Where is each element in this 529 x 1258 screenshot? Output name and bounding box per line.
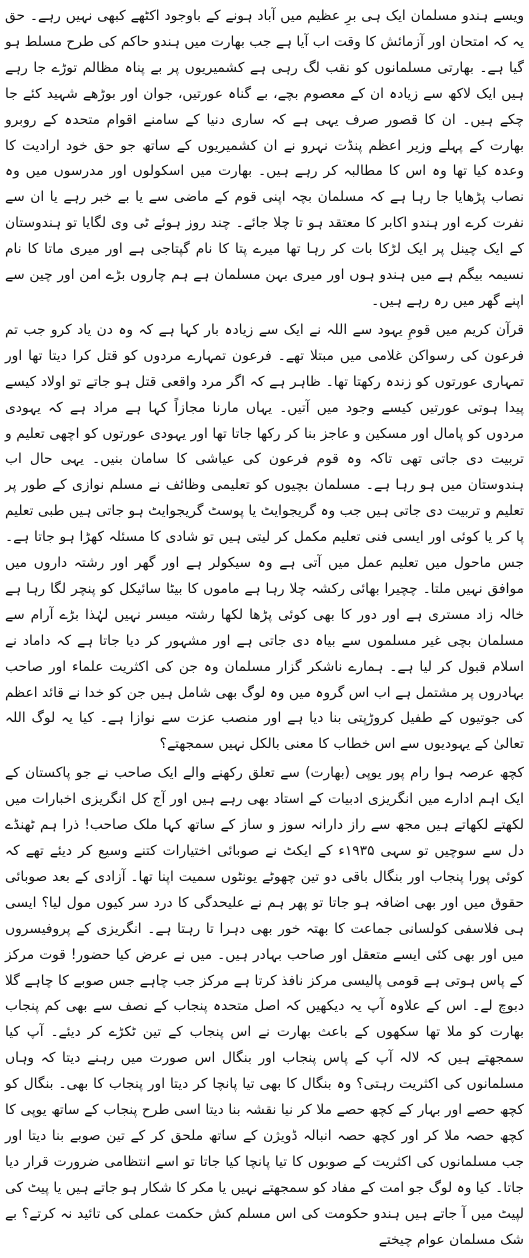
article-paragraph-3: کچھ عرصہ ہوا رام پور یوپی (بھارت) سے تعلق رکھنے والے ایک صاحب نے جو پاکستان کے ایک اہم ادارے میں انگریزی ادبیات کے استاد بھی رہے ہیں اور آج کل انگریزی اخبارات میں لکھتے لکھاتے ہیں مجھ سے راز دارانہ سوز و ساز کے ساتھ کہا ملک صاحب! ذرا ہم ٹھنڈے دل سے سوچیں تو سہی ۱۹۳۵ء کے ایکٹ نے صوبائی اختیارات کتنے وسیع کر دیئے تھے کہ کوئی پورا پنجاب اور بنگال باقی دو تین چھوٹے یونٹوں سمیت اپنا تھا۔ آزادی کے بعد صوبائی حقوق میں اور بھی اضافہ ہو جاتا تو پھر ہم نے علیحدگی کا درد سر کیوں مول لیا؟ ایسی ہی فلاسفی کولسانی جماعت کا بھتہ خور بھی دہرا تا رہتا ہے۔ انگریزی کے پروفیسروں میں اور بھی کئی ایسے متعقل اور صاحب بہادر ہیں۔ میں نے عرض کیا حضور! قوت مرکز کے پاس ہوتی ہے قومی پالیسی مرکز نافذ کرتا ہے مرکز جب چاہے جس صوبے کا چاہے گلا دبوچ لے۔ اس کے علاوہ آپ یہ دیکھیں کہ اصل متحدہ پنجاب کے نصف سے بھی کم پنجاب بھارت کو ملا تھا سکھوں کے باعث بھارت نے اس پنجاب کے تین ٹکڑے کر دیئے۔ آپ کیا سمجھتے ہیں کہ لالہ آپ کے پاس پنجاب اور بنگال اس صورت میں رہنے دیتا کہ وہاں مسلمانوں کی اکثریت رہتی؟ وہ بنگال کا بھی تیا پانچا کر دیتا اور پنجاب کا بھی۔ بنگال کو کچھ حصے اور بہار کے کچھ حصے ملا کر نیا نقشہ بنا دیتا اسی طرح پنجاب کے ساتھ یوپی کا کچھ حصہ ملا کر اور کچھ حصہ انبالہ ڈویژن کے ساتھ ملحق کر کے تین صوبے بنا دیتا اور جب مسلمانوں کی اکثریت کے صوبوں کا تیا پانچا کیا جاتا تو اسے انتظامی ضرورت قرار دیا جاتا۔ کیا وہ لوگ جو امت کے مفاد کو سمجھتے نہیں یا مکر کا شکار ہو جاتے ہیں یا پیٹ کی لپیٹ میں آ جاتے ہیں ہندو حکومت کی اس مسلم کش حکمت عملی کی تائید نہ کرتے؟ بے شک مسلمان عوام چیختے <box>5 765 524 1248</box>
article-paragraph-2: قرآن کریم میں قومِ یہود سے اللہ نے ایک سے زیادہ بار کہا ہے کہ وہ دن یاد کرو جب تم فرعون کی رسواکن غلامی میں مبتلا تھے۔ فرعون تمہارے مردوں کو قتل کرا دیتا تھا اور تمہاری عورتوں کو زندہ رکھتا تھا۔ ظاہر ہے کہ اگر مرد واقعی قتل ہو جاتے تو اولاد کیسے پیدا ہوتی عورتیں کیسے وجود میں آتیں۔ یہاں مارنا مجازاً کہا ہے مراد ہے کہ یہودی مردوں کو پامال اور مسکین و عاجز بنا کر رکھا جاتا تھا اور یہودی عورتوں کو اچھی تعلیم و تربیت دی جاتی تھی تاکہ وہ قوم فرعون کی عیاشی کا سامان بنیں۔ یہی حال اب ہندوستان میں ہو رہا ہے۔ مسلمان بچیوں کو تعلیمی وظائف نے مسلم نوازی کے طور پر تعلیم و تربیت دی جاتی ہیں جب وہ گریجوایٹ یا پوسٹ گریجوایٹ ہو جاتی ہیں طبی تعلیم پا کر یا کوئی اور ایسی فنی تعلیم مکمل کر لیتی ہیں تو شادی کا مسئلہ کھڑا ہو جاتا ہے۔ جس ماحول میں تعلیم عمل میں آتی ہے وہ سیکولر ہے اور گھر اور رشتہ داروں میں موافق نہیں ملتا۔ چچیرا بھائی رکشہ چلا رہا ہے ماموں کا بیٹا سائیکل کو پنچر لگا رہا ہے خالہ زاد مستری ہے اور دور کا بھی کوئی پڑھا لکھا رشتہ میسر نہیں لہٰذا بڑے آرام سے مسلمان بچی غیر مسلموں سے بیاہ دی جاتی ہے اور مشہور کر دیا جاتا ہے کہ داماد نے اسلام قبول کر لیا ہے۔ ہمارے ناشکر گزار مسلمان وہ جن کی اکثریت علماء اور صاحب بہادروں پر مشتمل ہے اب اس گروہ میں وہ لوگ بھی شامل ہیں جن کو خدا نے قائد اعظم کی جوتیوں کے طفیل کروڑپتی بنا دیا ہے اور منصب عزت سے نوازا ہے۔ کیا یہ لوگ اللہ تعالیٰ کے یہودیوں سے اس خطاب کا معنی بالکل نہیں سمجھتے؟ <box>5 321 524 753</box>
article-paragraph-1: ویسے ہندو مسلمان ایک ہی برِ عظیم میں آباد ہونے کے باوجود اکٹھے کبھی نہیں رہے۔ حق یہ کہ امتحان اور آزمائش کا وقت اب آیا ہے جب بھارت میں ہندو حاکم کی طرح مسلط ہو گیا ہے۔ بھارتی مسلمانوں کو نقب لگ رہی ہے کشمیریوں پر بے پناہ مظالم توڑے جا رہے ہیں ایک لاکھ سے زیادہ ان کے معصوم بچے، بے گناہ عورتیں، جوان اور بوڑھے شہید کئے جا چکے ہیں۔ ان کا قصور صرف یہی ہے کہ ساری دنیا کے سامنے اقوام متحدہ کے روبرو بھارت کے پہلے وزیر اعظم پنڈت نہرو نے ان کشمیریوں کے ساتھ جو حق خود ارادیت کا وعدہ کیا تھا وہ اس کا مطالبہ کر رہے ہیں۔ بھارت میں اسکولوں اور مدرسوں میں وہ نصاب پڑھایا جا رہا ہے کہ مسلمان بچہ اپنی قوم کے ماضی سے یا بے خبر رہے یا ان سے نفرت کرے اور ہندو اکابر کا معتقد ہو تا چلا جائے۔ چند روز ہوئے ٹی وی لگایا تو ہندوستان کے ایک چینل پر ایک لڑکا بات کر رہا تھا میرے پتا کا نام گپتاجی ہے اور میری ماتا کا نام نسیمہ بیگم ہے میں ہندو ہوں اور میری بہن مسلمان ہے ہم چاروں بڑے امن اور چین سے اپنے گھر میں رہ رہے ہیں۔ <box>5 8 524 309</box>
